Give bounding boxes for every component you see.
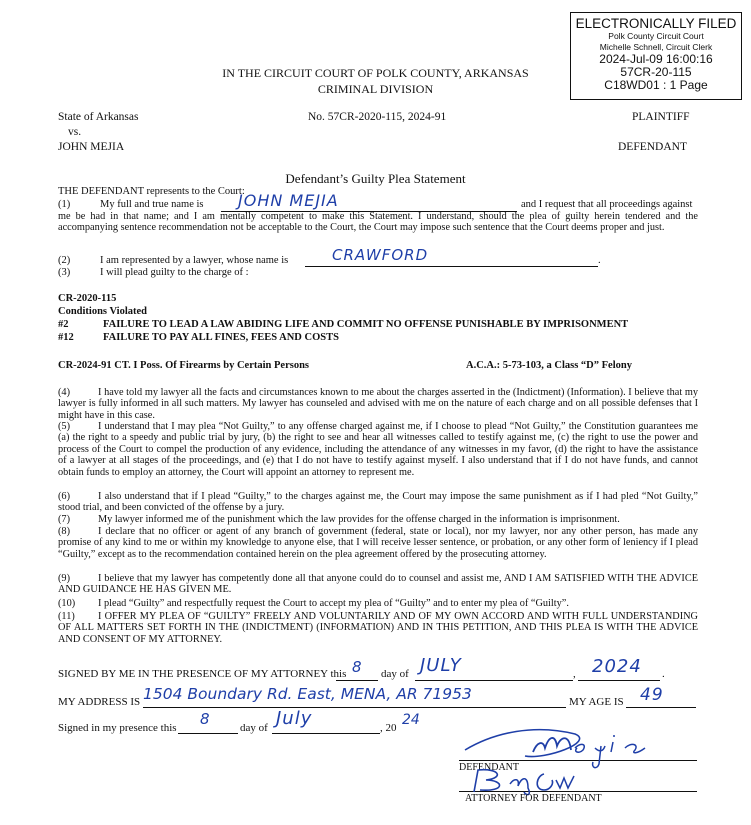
para-10-text: I plead “Guilty” and respectfully request the Court to accept my plea of “Guilty” and to enter my plea of “Guilty”. (98, 598, 569, 609)
handwritten-address: 1504 Boundary Rd. East, MENA, AR 71953 (143, 685, 472, 703)
efile-case: 57CR-20-115 (620, 65, 692, 79)
para-5-number: (5) (58, 421, 71, 432)
month-line-1 (415, 680, 573, 681)
efile-datetime: 2024-Jul-09 16:00:16 (599, 52, 713, 66)
condition-1-number: #2 (58, 319, 69, 330)
court-name: IN THE CIRCUIT COURT OF POLK COUNTY, ARKANSAS (222, 66, 529, 80)
para-5-text: I understand that I may plea “Not Guilty,” to any offense charged against me, if I choose to plead “Not Guilty,” the Constitution guarantees me (a) the right to a speedy and public trial by jury, (b) the right to see and hear all witnesses called to testify against me, (c) the right to use the power and process of the Court to compel the production of any evidence, including the attendance of any witnesses in my favor, (d) the right to have the assistance of a lawyer at all stages of the proceedings, and (e) that I do not have to testify against myself. I also understand that if I do not have funds, and cannot obtain funds to employ an attorney, the Court will appoint an attorney to represent me. (58, 421, 698, 478)
versus: vs. (68, 126, 82, 138)
handwritten-month-2: July (276, 708, 313, 729)
conditions-violated: Conditions Violated (58, 306, 147, 317)
efile-clerk: Michelle Schnell, Circuit Clerk (599, 42, 713, 52)
efile-court: Polk County Circuit Court (608, 31, 704, 41)
para-9-text: I believe that my lawyer has competently done all that anyone could do to counsel and assist me, AND I AM SATISFIED WITH THE ADVICE AND GUIDANCE HE HAS GIVEN ME. (58, 573, 698, 596)
day-line-2 (178, 733, 238, 734)
signed-in-presence-label: Signed in my presence this (58, 722, 177, 734)
para-10-number: (10) (58, 598, 76, 609)
para-1-suffix: and I request that all proceedings against (521, 199, 693, 210)
para-6-number: (6) (58, 491, 71, 502)
comma-1: , (573, 668, 576, 680)
defendant-label: DEFENDANT (618, 141, 687, 153)
attorney-signature-label: ATTORNEY FOR DEFENDANT (465, 793, 602, 804)
para-7-number: (7) (58, 514, 71, 525)
plaintiff-label: PLAINTIFF (632, 111, 690, 123)
handwritten-month-1: JULY (420, 655, 462, 676)
charge-statute: A.C.A.: 5-73-103, a Class “D” Felony (466, 360, 632, 371)
age-label: MY AGE IS (569, 696, 624, 708)
para-11-text: I OFFER MY PLEA OF “GUILTY” FREELY AND VOLUNTARILY AND OF MY OWN ACCORD AND WITH FULL UNDERSTANDING OF ALL MATTERS SET FORTH IN THE (INDICTMENT) (INFORMATION) AND IN THIS PETITION, AND THIS PLEA IS WITH THE ADVICE AND CONSENT OF MY ATTORNEY. (58, 611, 698, 645)
para-2-number: (2) (58, 255, 71, 266)
period-1: . (662, 668, 665, 680)
handwritten-lawyer: CRAWFORD (332, 246, 429, 264)
year-prefix-2: , 20 (380, 722, 397, 734)
para-6-text: I also understand that if I plead “Guilty,” to the charges against me, the Court may impose the same punishment as if I had pled “Not Guilty,” stood trial, and been convicted of the offense by a jury. (58, 491, 698, 514)
attorney-signature (470, 766, 610, 796)
charge-case-2: CR-2024-91 CT. I Poss. Of Firearms by Certain Persons (58, 360, 310, 371)
efile-title: ELECTRONICALLY FILED (575, 16, 737, 31)
intro-line: THE DEFENDANT represents to the Court: (58, 186, 245, 197)
efile-doc: C18WD01 : 1 Page (604, 78, 708, 92)
para-11 (58, 611, 698, 645)
defendant-name: JOHN MEJIA (58, 141, 125, 153)
para-4-number: (4) (58, 387, 71, 398)
para-1-prefix: My full and true name is (100, 199, 204, 210)
para-8-text: I declare that no officer or agent of any branch of government (federal, state or local), nor my lawyer, nor any other person, has made any promise of any kind to me or within my knowledge to anyone else, that I will receive lesser sentence, or probation, or any other form of leniency if I plead “Guilty,” except as to the recommendation contained herein on the plea agreement offered by the prosecuting attorney. (58, 526, 698, 560)
condition-1-text: FAILURE TO LEAD A LAW ABIDING LIFE AND COMMIT NO OFFENSE PUNISHABLE BY IMPRISONMENT (103, 319, 629, 330)
para-4-text: I have told my lawyer all the facts and circumstances known to me about the charges asserted in the (Indictment) (Information). I believe that my lawyer is fully informed in all such matters. My lawyer has counseled and advised with me on the nature of each charge and on all possible defenses that I might have in this case. (58, 387, 698, 421)
document-title: Defendant’s Guilty Plea Statement (285, 171, 466, 186)
para-3-text: I will plead guilty to the charge of : (100, 267, 249, 278)
para-3-number: (3) (58, 267, 71, 278)
defendant-signature-label: DEFENDANT (459, 762, 519, 773)
para-4 (58, 387, 698, 421)
para-5 (58, 421, 698, 478)
handwritten-day-1: 8 (352, 658, 363, 676)
charge-case-1: CR-2020-115 (58, 293, 117, 304)
handwritten-year-2: 24 (402, 712, 420, 728)
lawyer-field-line (305, 266, 598, 267)
handwritten-year-1: 2024 (592, 656, 642, 677)
para-2-prefix: I am represented by a lawyer, whose name is (100, 255, 289, 266)
para-6 (58, 491, 698, 514)
handwritten-age: 49 (640, 685, 664, 705)
signed-presence-label: SIGNED BY ME IN THE PRESENCE OF MY ATTORNEY this (58, 668, 347, 680)
para-7 (58, 514, 698, 525)
case-number: No. 57CR-2020-115, 2024-91 (308, 111, 447, 123)
day-of-label-2: day of (240, 722, 268, 734)
handwritten-day-2: 8 (200, 710, 211, 728)
para-9 (58, 573, 698, 596)
day-of-label-1: day of (381, 668, 409, 680)
age-line (626, 707, 696, 708)
para-1-number: (1) (58, 199, 71, 210)
para-2-suffix: . (598, 255, 601, 266)
address-label: MY ADDRESS IS (58, 696, 141, 708)
para-10 (58, 598, 698, 609)
address-line (143, 707, 566, 708)
plaintiff-name: State of Arkansas (58, 111, 139, 123)
para-11-number: (11) (58, 611, 75, 622)
handwritten-name: JOHN MEJIA (238, 191, 339, 210)
court-division: CRIMINAL DIVISION (317, 82, 434, 96)
day-line-1 (336, 680, 378, 681)
para-9-number: (9) (58, 573, 71, 584)
para-7-text: My lawyer informed me of the punishment which the law provides for the offense charged in the information is imprisonment. (98, 514, 620, 525)
year-line-1 (578, 680, 660, 681)
para-8-number: (8) (58, 526, 71, 537)
condition-2-text: FAILURE TO PAY ALL FINES, FEES AND COSTS (103, 332, 339, 343)
month-line-2 (272, 733, 380, 734)
condition-2-number: #12 (58, 332, 74, 343)
para-1-text: me be had in that name; and I am mentally competent to make this Statement. I understand, should the plea of guilty herein tendered and the accompanying sentence recommendation not be acceptable to the Court, the Court may impose such sentence that the Court deems proper and just. (58, 211, 698, 234)
para-8 (58, 526, 698, 560)
